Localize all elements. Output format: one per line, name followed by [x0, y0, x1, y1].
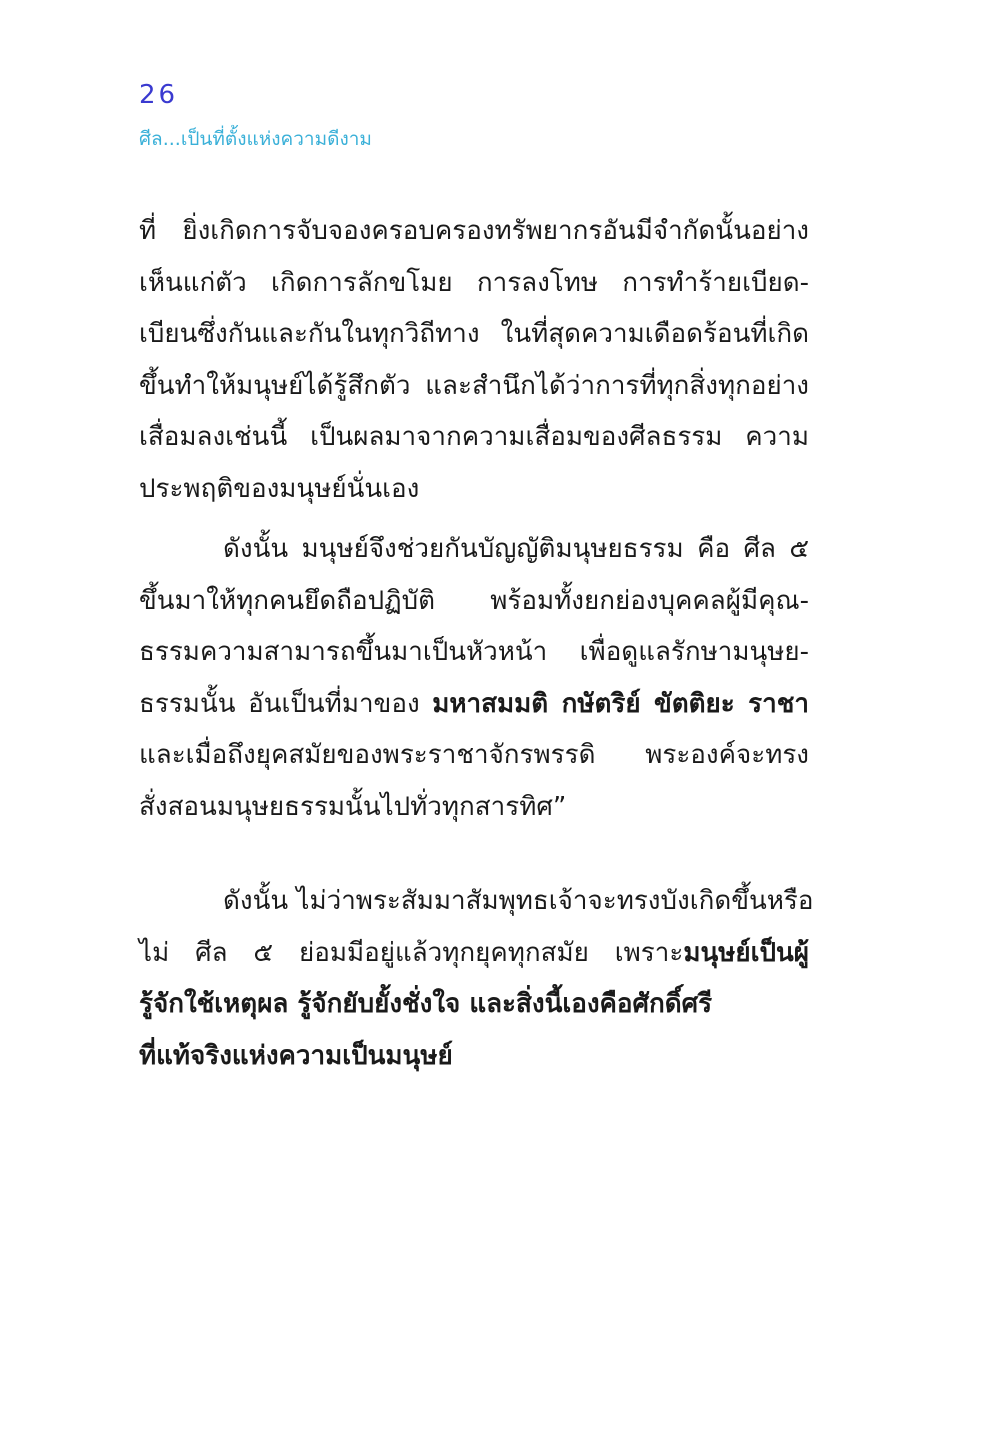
paragraph-3-line: ดังนั้น ไม่ว่าพระสัมมาสัมพุทธเจ้าจะทรงบังเกิดขึ้นหรือ — [223, 886, 814, 916]
paragraph-2 — [139, 524, 809, 833]
paragraph-2-line: และเมื่อถึงยุคสมัยของพระราชาจักรพรรดิ พระองค์จะทรง — [139, 740, 809, 770]
paragraph-3 — [139, 876, 814, 1082]
paragraph-3-bold-line — [139, 979, 809, 1031]
paragraph-3-bold-line — [139, 1031, 809, 1083]
paragraph-2-line: ขึ้นมาให้ทุกคนยึดถือปฏิบัติ พร้อมทั้งยกย่องบุคคลผู้มีคุณ- — [139, 585, 809, 616]
paragraph-3-bold-emphasis: มนุษย์เป็นผู้ — [683, 937, 809, 968]
paragraph-2-line: ธรรมความสามารถขึ้นมาเป็นหัวหน้า เพื่อดูแลรักษามนุษย- — [139, 637, 809, 667]
running-header-title: ศีล...เป็นที่ตั้งแห่งความดีงาม — [139, 128, 372, 150]
paragraph-1 — [139, 206, 809, 515]
paragraph-1-line: เสื่อมลงเช่นนี้ เป็นผลมาจากความเสื่อมของศีลธรรม ความ — [139, 422, 809, 452]
paragraph-1-line: เห็นแก่ตัว เกิดการลักขโมย การลงโทษ การทำร้ายเบียด- — [139, 267, 809, 298]
paragraph-2-line-with-bold — [139, 679, 809, 731]
paragraph-2-line4-text: ธรรมนั้น อันเป็นที่มาของ — [139, 688, 433, 719]
paragraph-3-bold-emphasis: รู้จักใช้เหตุผล รู้จักยับยั้งชั่งใจ และสิ่งนี้เองคือศักดิ์ศรี — [139, 989, 713, 1019]
page-number: 26 — [139, 80, 179, 110]
paragraph-3-line2-text: ไม่ ศีล ๕ ย่อมมีอยู่แล้วทุกยุคทุกสมัย เพราะ — [139, 937, 684, 968]
paragraph-3-bold-emphasis: ที่แท้จริงแห่งความเป็นมนุษย์ — [139, 1040, 453, 1071]
paragraph-1-line: ที่ ยิ่งเกิดการจับจองครอบครองทรัพยากรอันมีจำกัดนั้นอย่าง — [139, 216, 809, 246]
paragraph-1-line: เบียนซึ่งกันและกันในทุกวิถีทาง ในที่สุดความเดือดร้อนที่เกิด — [139, 319, 809, 349]
paragraph-3-line-with-bold — [139, 928, 809, 980]
paragraph-1-line: ขึ้นทำให้มนุษย์ได้รู้สึกตัว และสำนึกได้ว่าการที่ทุกสิ่งทุกอย่าง — [139, 370, 809, 401]
paragraph-2-line: ดังนั้น มนุษย์จึงช่วยกันบัญญัติมนุษยธรรม คือ ศีล ๕ — [223, 534, 809, 564]
paragraph-2-bold-titles: มหาสมมติ กษัตริย์ ขัตติยะ ราชา — [432, 688, 809, 719]
paragraph-1-line: ประพฤติของมนุษย์นั่นเอง — [139, 473, 420, 504]
paragraph-2-line: สั่งสอนมนุษยธรรมนั้นไปทั่วทุกสารทิศ” — [139, 791, 567, 822]
